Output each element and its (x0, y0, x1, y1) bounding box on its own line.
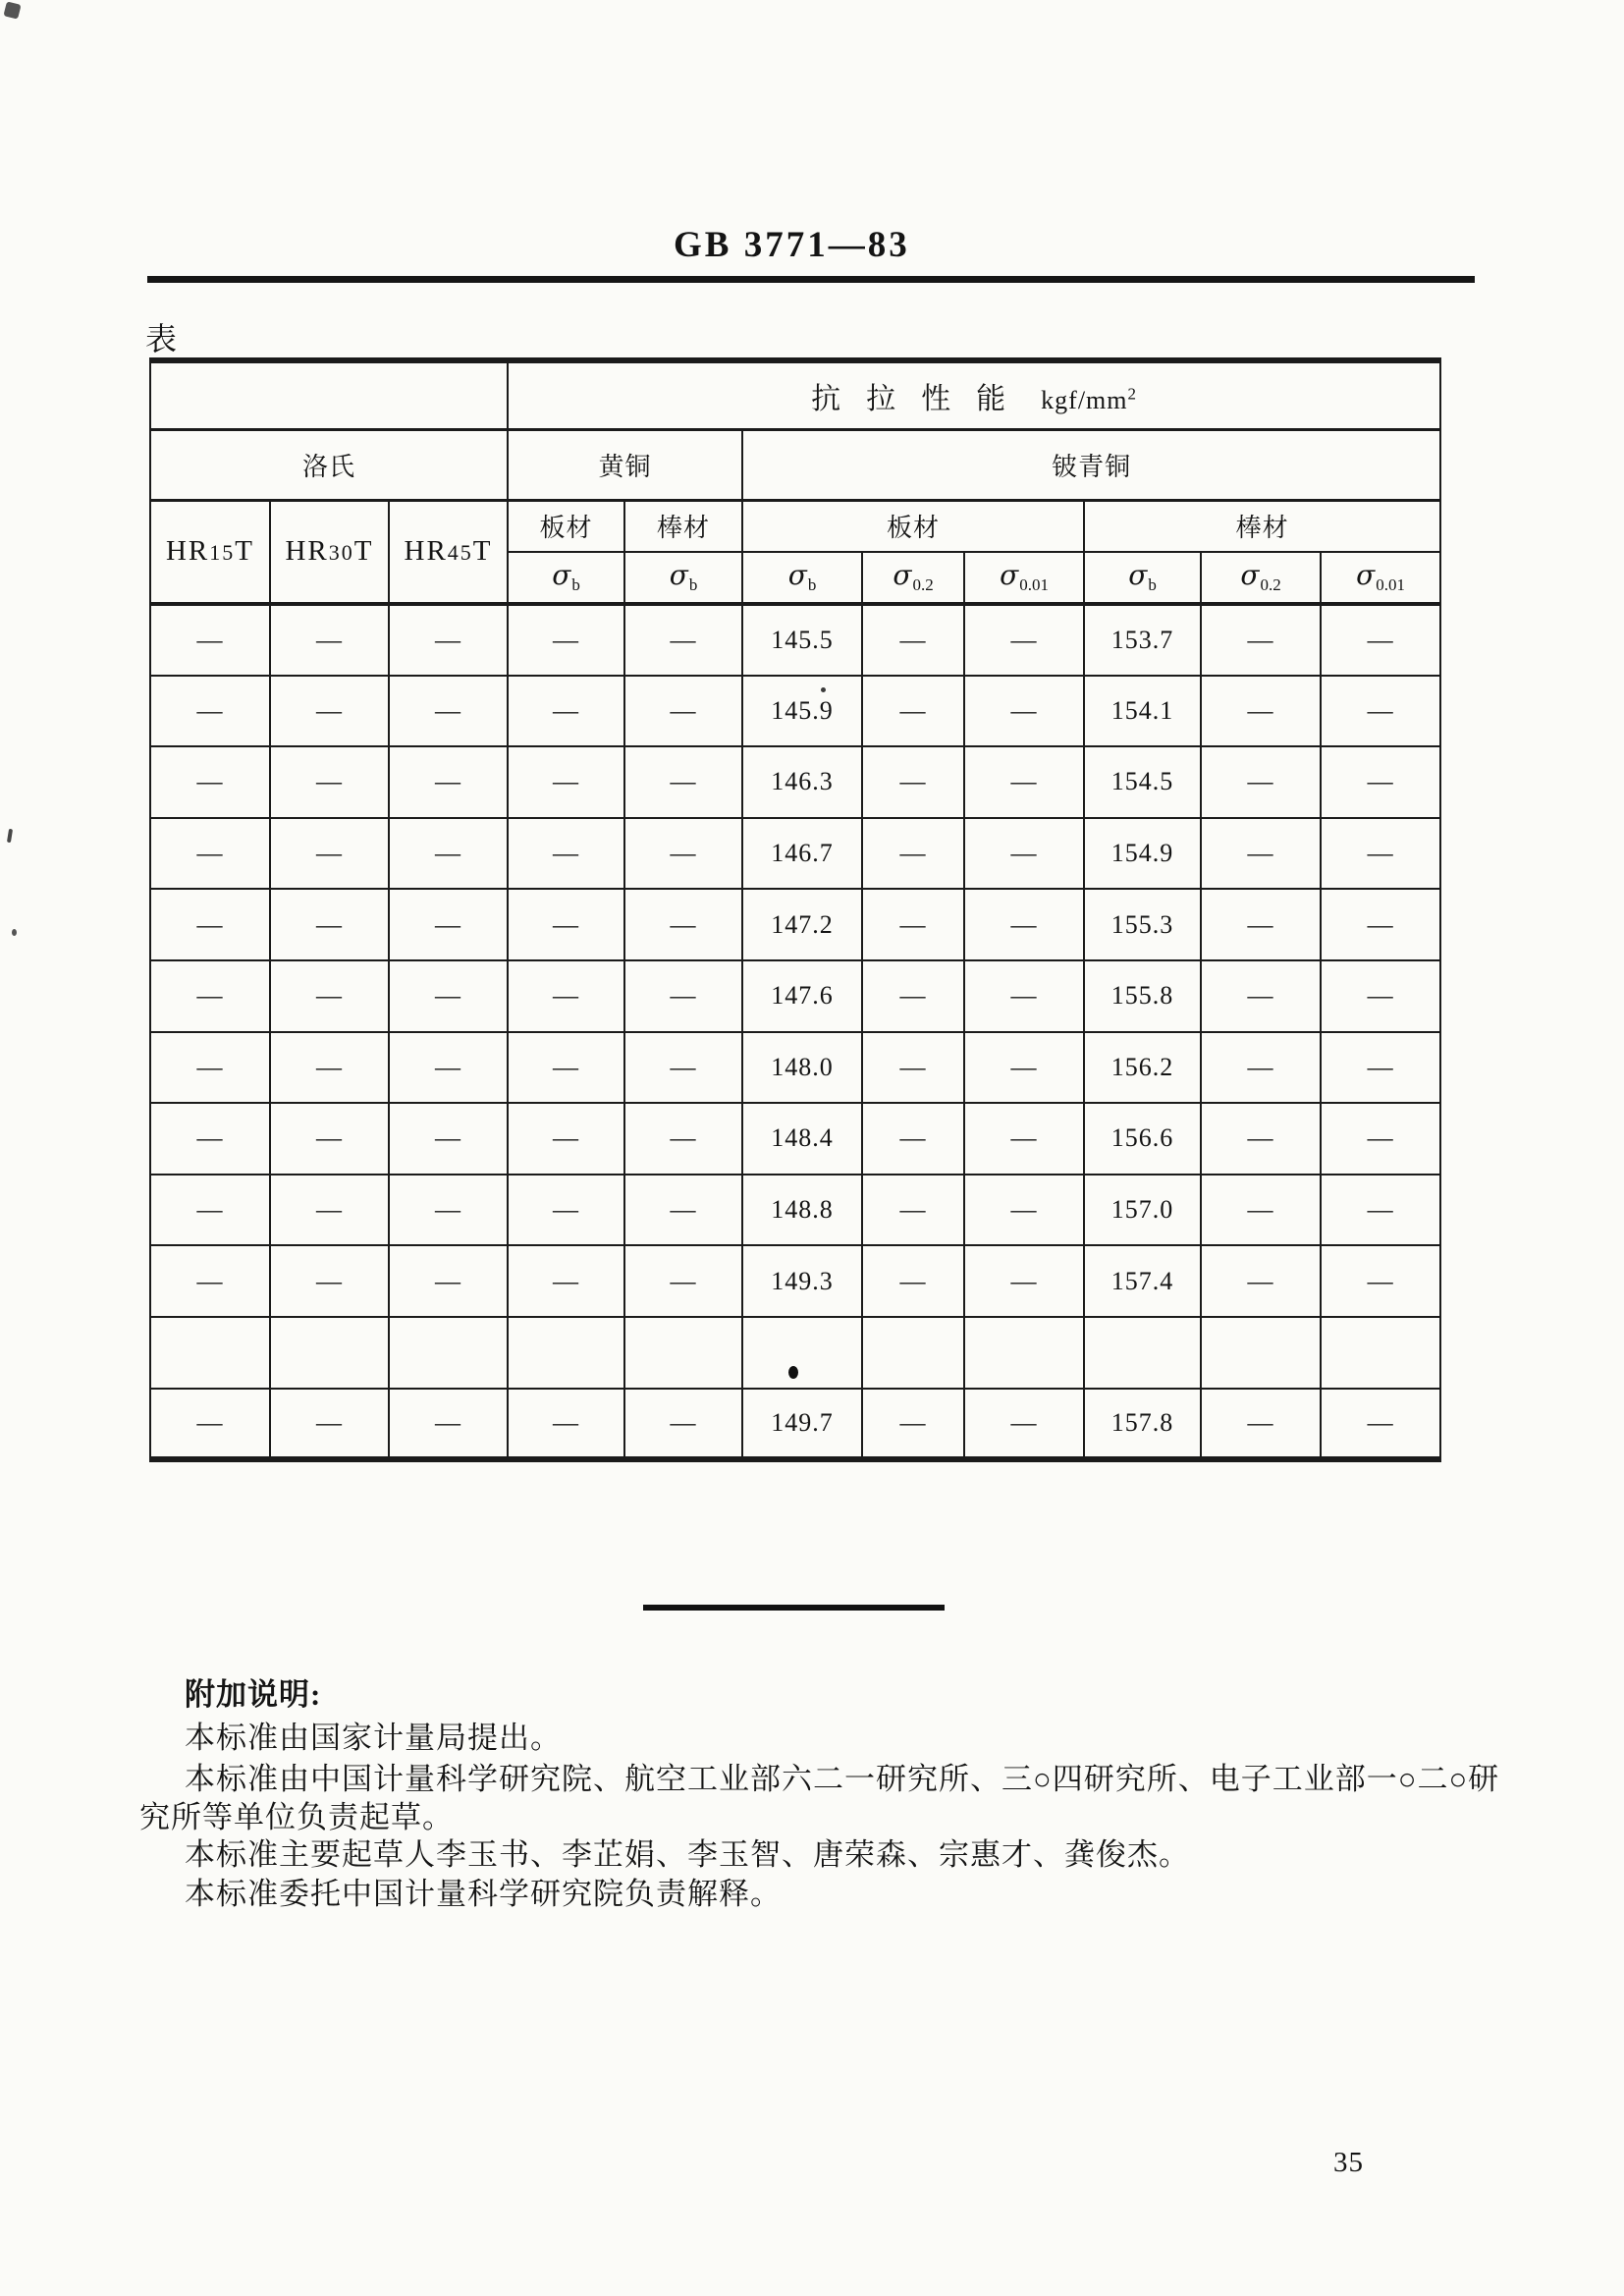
table-cell: — (862, 818, 964, 890)
sigma-sub: 0.2 (1260, 575, 1281, 595)
hr30t-number: 30 (328, 540, 354, 566)
table-cell: — (964, 1389, 1084, 1460)
table-cell: 154.5 (1084, 746, 1201, 818)
table-cell (1201, 1317, 1321, 1389)
table-cell: 147.6 (742, 960, 862, 1032)
tensile-unit-text: kgf/mm (1041, 385, 1128, 414)
table-cell: — (270, 889, 389, 960)
table-row (150, 1389, 1440, 1460)
table-cell: — (150, 960, 270, 1032)
table-cell: — (1201, 889, 1321, 960)
table-cell: 157.4 (1084, 1245, 1201, 1317)
addendum-line-3: 本标准主要起草人李玉书、李芷娟、李玉智、唐荣森、宗惠才、龚俊杰。 (185, 1837, 1190, 1872)
table-cell (270, 1317, 389, 1389)
hr45t-suffix: T (472, 535, 493, 568)
table-cell: — (389, 1389, 508, 1460)
table-cell: 148.4 (742, 1103, 862, 1175)
table-cell (1321, 1317, 1440, 1389)
table-cell: — (1201, 1103, 1321, 1175)
col-header-sigma-b-brass-bar (624, 552, 742, 604)
page-number: 35 (1333, 2147, 1364, 2178)
tensile-properties-header (508, 360, 1440, 429)
sigma-sub: b (1148, 575, 1157, 595)
table-cell (964, 1317, 1084, 1389)
col-header-sigma-02-bronze-bar (1201, 552, 1321, 604)
col-header-sigma-b-bronze-bar (1084, 552, 1201, 604)
table-cell: — (150, 746, 270, 818)
table-cell: 156.2 (1084, 1032, 1201, 1104)
table-cell: 157.0 (1084, 1175, 1201, 1246)
sigma-symbol: σ (1000, 559, 1020, 592)
table-cell (1084, 1317, 1201, 1389)
sigma-symbol: σ (669, 559, 689, 592)
table-cell: — (1321, 746, 1440, 818)
table-cell: — (964, 1032, 1084, 1104)
table-cell: — (150, 889, 270, 960)
table-cell: — (389, 960, 508, 1032)
table-cell: — (862, 676, 964, 747)
addendum-heading: 附加说明: (185, 1677, 322, 1712)
col-header-hr30t (270, 500, 389, 604)
table-row (150, 818, 1440, 890)
table-cell: — (1321, 1245, 1440, 1317)
table-cell: — (1201, 604, 1321, 676)
table-cell: — (1201, 1175, 1321, 1246)
sigma-symbol: σ (1128, 559, 1149, 592)
table-cell: — (1321, 1175, 1440, 1246)
table-cell: — (150, 604, 270, 676)
table-cell: — (389, 676, 508, 747)
header-row-2 (150, 429, 1440, 500)
table-cell: — (624, 889, 742, 960)
col-header-sigma-02-bronze-plate (862, 552, 964, 604)
table-cell: — (862, 889, 964, 960)
table-cell: — (964, 960, 1084, 1032)
scan-artifact-corner (3, 1, 21, 19)
table-cell: — (1201, 818, 1321, 890)
table-cell: — (624, 1389, 742, 1460)
table-cell: — (150, 1245, 270, 1317)
hr15t-prefix: HR (165, 535, 210, 568)
table-cell: 155.8 (1084, 960, 1201, 1032)
table-cell: — (624, 1175, 742, 1246)
table-cell (150, 1317, 270, 1389)
scan-artifact-speck (12, 929, 17, 936)
table-cell: — (1201, 1032, 1321, 1104)
hr30t-prefix: HR (285, 535, 329, 568)
table-cell: — (270, 818, 389, 890)
table-cell: 149.3 (742, 1245, 862, 1317)
scan-artifact-tick (7, 829, 13, 843)
table-cell: — (270, 1389, 389, 1460)
table-cell: — (964, 818, 1084, 890)
tensile-unit-sup: 2 (1127, 384, 1137, 404)
table-cell (862, 1317, 964, 1389)
header-row-1 (150, 360, 1440, 429)
table-row (150, 746, 1440, 818)
table-cell: — (270, 1245, 389, 1317)
table-cell: — (508, 1245, 624, 1317)
header-row-3 (150, 500, 1440, 552)
table-cell: — (389, 604, 508, 676)
table-cell: — (150, 1175, 270, 1246)
table-cell: — (964, 1245, 1084, 1317)
section-divider (643, 1605, 945, 1611)
table-cell (389, 1317, 508, 1389)
table-cell: — (624, 1245, 742, 1317)
table-cell: — (508, 1389, 624, 1460)
table-cell (742, 1317, 862, 1389)
hr15t-suffix: T (235, 535, 254, 568)
table-cell: — (624, 604, 742, 676)
col-header-bronze-bar: 棒材 (1084, 500, 1440, 552)
table-cell: — (389, 1175, 508, 1246)
col-header-sigma-b-brass-plate (508, 552, 624, 604)
table-cell (508, 1317, 624, 1389)
table-cell: 145.9 (742, 676, 862, 747)
table-cell: — (964, 1175, 1084, 1246)
table-row (150, 1103, 1440, 1175)
addendum-line-4: 本标准委托中国计量科学研究院负责解释。 (185, 1877, 782, 1911)
table-cell: — (862, 604, 964, 676)
table-cell: — (389, 818, 508, 890)
tensile-unit (1041, 386, 1137, 414)
table-cell: — (508, 1175, 624, 1246)
col-header-sigma-001-bronze-plate (964, 552, 1084, 604)
hardness-conversion-table (149, 357, 1441, 1462)
table-cell: 153.7 (1084, 604, 1201, 676)
table-cell: — (508, 889, 624, 960)
table-cell: 154.1 (1084, 676, 1201, 747)
table-cell: — (508, 1032, 624, 1104)
table-body (150, 360, 1440, 1459)
addendum-line-2b: 究所等单位负责起草。 (139, 1800, 454, 1834)
brass-header: 黄铜 (508, 429, 742, 500)
table-cell: — (1321, 1103, 1440, 1175)
table-cell: — (150, 818, 270, 890)
sigma-symbol: σ (1240, 559, 1261, 592)
sigma-sub: 0.2 (912, 575, 934, 595)
table-cell: — (862, 746, 964, 818)
table-row (150, 889, 1440, 960)
table-cell: 145.5 (742, 604, 862, 676)
table-cell: — (1321, 1032, 1440, 1104)
table-cell: 149.7 (742, 1389, 862, 1460)
table-cell: — (270, 746, 389, 818)
table-cell: 154.9 (1084, 818, 1201, 890)
table-cell: — (624, 1103, 742, 1175)
table-row (150, 1175, 1440, 1246)
hr45t-prefix: HR (404, 535, 448, 568)
tensile-title: 抗拉性能 (811, 382, 1032, 415)
table-cell: — (1321, 1389, 1440, 1460)
sigma-symbol: σ (1356, 559, 1377, 592)
table-cell: 148.0 (742, 1032, 862, 1104)
table-cell: — (1201, 960, 1321, 1032)
col-header-hr45t (389, 500, 508, 604)
col-header-brass-plate: 板材 (508, 500, 624, 552)
sigma-sub: b (571, 575, 580, 595)
sigma-symbol: σ (787, 559, 808, 592)
table-cell: 147.2 (742, 889, 862, 960)
table-cell (624, 1317, 742, 1389)
table-row (150, 676, 1440, 747)
table-cell: — (508, 818, 624, 890)
table-cell: — (624, 746, 742, 818)
addendum-line-1: 本标准由国家计量局提出。 (185, 1721, 562, 1755)
table-cell: 146.7 (742, 818, 862, 890)
table-cell: — (1201, 676, 1321, 747)
col-header-sigma-b-bronze-plate (742, 552, 862, 604)
table-cell: — (1201, 1245, 1321, 1317)
col-header-bronze-plate: 板材 (742, 500, 1084, 552)
table-cell: — (1321, 676, 1440, 747)
table-cell: — (389, 1103, 508, 1175)
table-cell: — (1201, 1389, 1321, 1460)
table-cell: — (1321, 604, 1440, 676)
table-cell: — (150, 1389, 270, 1460)
doc-number: GB 3771—83 (674, 225, 910, 265)
table-cell: — (270, 604, 389, 676)
table-cell: — (508, 604, 624, 676)
table-cell: — (862, 1032, 964, 1104)
table-cell: — (1321, 960, 1440, 1032)
table-row (150, 604, 1440, 676)
table-cell: — (964, 746, 1084, 818)
table-cell: — (270, 1103, 389, 1175)
sigma-sub: 0.01 (1019, 575, 1049, 595)
table-cell: 157.8 (1084, 1389, 1201, 1460)
table-cell: — (862, 1245, 964, 1317)
hr30t-suffix: T (353, 535, 374, 568)
sigma-sub: 0.01 (1376, 575, 1406, 595)
table-cell: — (270, 676, 389, 747)
header-rule (147, 276, 1475, 283)
empty-header-cell (150, 360, 508, 429)
table-cell: — (862, 1103, 964, 1175)
table-row (150, 960, 1440, 1032)
col-header-sigma-001-bronze-bar (1321, 552, 1440, 604)
table-cell: — (1321, 818, 1440, 890)
table-cell: — (389, 1245, 508, 1317)
scan-artifact-bullet (788, 1366, 798, 1379)
table-cell: — (862, 960, 964, 1032)
table-cell: — (389, 746, 508, 818)
sigma-sub: b (807, 575, 817, 595)
table-cell: — (1321, 889, 1440, 960)
table-cell: 156.6 (1084, 1103, 1201, 1175)
table-cell: — (270, 960, 389, 1032)
table-cell: 155.3 (1084, 889, 1201, 960)
sigma-sub: b (688, 575, 698, 595)
col-header-brass-bar: 棒材 (624, 500, 742, 552)
sigma-symbol: σ (893, 559, 913, 592)
table-cell: — (964, 676, 1084, 747)
table-cell: — (150, 676, 270, 747)
table-cell: — (270, 1175, 389, 1246)
table-cell: — (150, 1032, 270, 1104)
table-cell: — (508, 960, 624, 1032)
table-cell: — (624, 960, 742, 1032)
beryllium-bronze-header: 铍青铜 (742, 429, 1440, 500)
table-cell: — (624, 676, 742, 747)
table-cell: — (1201, 746, 1321, 818)
table-cell: — (964, 1103, 1084, 1175)
hr45t-number: 45 (447, 540, 473, 566)
table-row (150, 1245, 1440, 1317)
table-cell: — (270, 1032, 389, 1104)
table-cell: — (964, 889, 1084, 960)
table-cell: — (862, 1175, 964, 1246)
table-row (150, 1032, 1440, 1104)
table-cell: 146.3 (742, 746, 862, 818)
table-cell: — (624, 818, 742, 890)
table-cell: — (150, 1103, 270, 1175)
table-cell: 148.8 (742, 1175, 862, 1246)
table-cell: — (624, 1032, 742, 1104)
table-cell: — (862, 1389, 964, 1460)
table-cell: — (508, 1103, 624, 1175)
addendum-line-2a: 本标准由中国计量科学研究院、航空工业部六二一研究所、三○四研究所、电子工业部一○二○研 (185, 1762, 1500, 1796)
sigma-symbol: σ (552, 559, 572, 592)
table-cell: — (389, 889, 508, 960)
col-header-hr15t (150, 500, 270, 604)
scan-artifact-dot (821, 687, 826, 692)
rockwell-header: 洛氏 (150, 429, 508, 500)
table-cell: — (508, 746, 624, 818)
table-cell: — (389, 1032, 508, 1104)
hr15t-number: 15 (209, 540, 236, 566)
table-cell: — (964, 604, 1084, 676)
table-cell: — (508, 676, 624, 747)
table-label: 表 (145, 321, 178, 356)
